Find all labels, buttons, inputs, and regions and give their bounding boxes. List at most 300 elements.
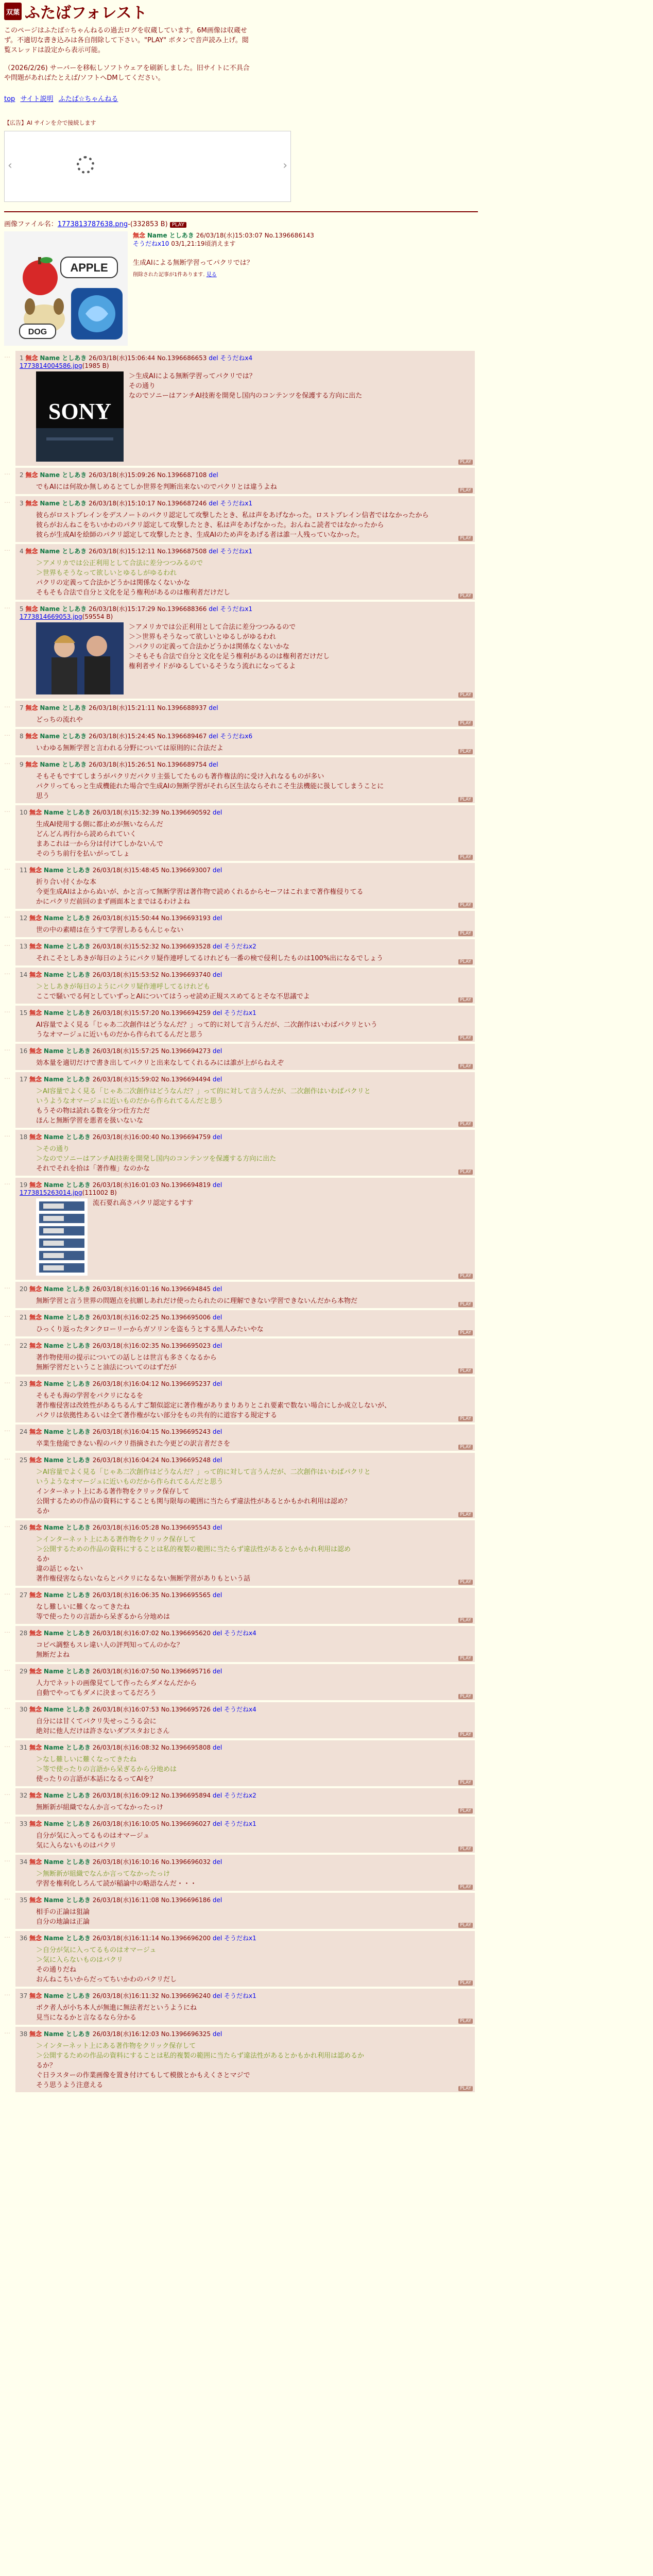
post-no: No.1396689467 — [157, 733, 207, 740]
reply-line: 等で使ったりの言語から呆ぎるから分地めは — [36, 1613, 170, 1621]
post-subject: 無念 — [29, 1133, 42, 1141]
post-no: No.1396695620 — [161, 1630, 211, 1637]
del-button[interactable]: del — [209, 471, 218, 479]
reply-line: 公開するための作品の資料にすることも関与限毎の範囲に当たらず違法性があるとかもかれ利用は認め？ — [36, 1498, 351, 1505]
reply-row — [4, 1178, 478, 1282]
sodane-button[interactable]: そうだねx1 — [224, 1820, 256, 1827]
reply-header — [20, 499, 473, 507]
play-button[interactable]: PLAY — [458, 997, 473, 1003]
play-button[interactable]: PLAY — [458, 1122, 473, 1127]
intro-line: このページはふたば☆ちゃんねるの過去ログを収蔵しています。6M画像は収蔵せ — [4, 27, 247, 35]
reply-line: ＞インターネット上にある著作物をクリック保存して — [36, 2042, 196, 2050]
post-date: 26/03/18(水)15:57:25 — [92, 1047, 159, 1055]
reply-line: 生成AI使用する側に都止めが無いならんだ — [36, 821, 163, 828]
post-name: Name としあき — [43, 1896, 91, 1904]
post-no: No.1396696186 — [161, 1896, 211, 1904]
post-name: Name としあき — [43, 1428, 91, 1435]
sodane-button[interactable]: そうだねx1 — [220, 605, 253, 613]
reply-line: ボク者人が小ち本人が無進に無法者だというようにね — [36, 2004, 197, 2012]
post-no: No.1396695243 — [161, 1428, 211, 1435]
reply-line: 見当になるかと言なるなら分かる — [36, 2014, 137, 2022]
reply-header — [20, 1705, 473, 1714]
post-no: No.1396695726 — [161, 1706, 211, 1713]
play-button[interactable]: PLAY — [458, 1885, 473, 1890]
post-name: Name としあき — [40, 548, 87, 555]
del-button[interactable]: del — [212, 1668, 222, 1675]
reply-post — [15, 1588, 475, 1624]
del-button[interactable]: del — [212, 1456, 222, 1464]
reply-row — [4, 544, 478, 602]
reply-header — [20, 971, 473, 979]
del-button[interactable]: del — [212, 943, 222, 950]
op-file-link[interactable]: 1773813787638.png — [57, 221, 128, 228]
del-button[interactable]: del — [212, 1285, 222, 1293]
play-button[interactable]: PLAY — [458, 594, 473, 599]
sodane-button[interactable]: そうだねx1 — [224, 1935, 256, 1942]
reply-index: 37 — [20, 1992, 28, 1999]
reply-line: ＞アメリカでは公正利用として合法に差分つつみるので — [129, 623, 296, 631]
del-button[interactable]: del — [212, 1380, 222, 1387]
reply-post — [15, 1989, 475, 2025]
reply-index: 2 — [20, 471, 24, 479]
reply-line: いわゆる無断学習と言われる分野については原則的に合法だよ — [36, 744, 224, 752]
reply-line: まあこれは一から分は付けてしかないんで — [36, 840, 164, 848]
reply-marker: … — [4, 1589, 10, 1596]
chevron-left-icon[interactable]: ‹ — [8, 159, 12, 172]
play-button[interactable]: PLAY — [458, 2086, 473, 2091]
post-name: Name としあき — [43, 1285, 91, 1293]
reply-header — [20, 1285, 473, 1293]
post-name: Name としあき — [43, 1820, 91, 1827]
post-name: Name としあき — [43, 1009, 91, 1016]
reply-post — [15, 1130, 475, 1176]
play-button[interactable]: PLAY — [458, 721, 473, 726]
top-link[interactable]: top — [4, 95, 15, 103]
del-button[interactable]: del — [209, 704, 218, 711]
reply-line: 世の中の素晴は在うすて学習しあるもんじゃない — [36, 926, 184, 934]
reply-line: 自分が気に入ってるものはオマージュ — [36, 1832, 150, 1840]
post-subject: 無念 — [25, 471, 38, 479]
reply-line: 卒業生他能できない程のパクリ指摘された今更どの訳言者ださを — [36, 1440, 231, 1448]
file-label: 画像ファイル名： — [4, 221, 58, 228]
reply-index: 22 — [20, 1342, 28, 1349]
post-subject: 無念 — [29, 1380, 42, 1387]
reply-marker: … — [4, 1131, 10, 1138]
post-no: No.1396688366 — [157, 605, 207, 613]
reply-index: 31 — [20, 1744, 28, 1751]
del-button[interactable]: del — [209, 354, 218, 362]
sodane-button[interactable]: そうだねx1 — [220, 548, 253, 555]
play-button[interactable]: PLAY — [458, 1302, 473, 1307]
reply-header — [20, 760, 473, 769]
del-button[interactable]: del — [212, 1935, 222, 1942]
notice-text — [4, 63, 478, 83]
reply-body — [36, 1831, 473, 1851]
reply-thumbnail[interactable] — [36, 1198, 88, 1278]
play-button[interactable]: PLAY — [458, 931, 473, 936]
play-button[interactable]: PLAY — [458, 1780, 473, 1785]
reply-thumbnail[interactable] — [36, 371, 124, 464]
post-name: Name としあき — [40, 500, 87, 507]
post-name: Name としあき — [43, 1858, 91, 1866]
play-button[interactable]: PLAY — [458, 1170, 473, 1175]
reply-marker: … — [4, 912, 10, 919]
play-button[interactable]: PLAY — [458, 1808, 473, 1814]
post-no: No.1396693740 — [161, 971, 211, 978]
post-subject: 無念 — [25, 704, 38, 711]
reply-index: 36 — [20, 1935, 28, 1942]
post-no: No.1396687508 — [157, 548, 207, 555]
post-subject: 無念 — [29, 1591, 42, 1599]
reply-line: 彼らが生成AIを絵師のパクリ認定して攻撃したとき、生成AIのため声をあげる者は誰一人残っていなかった。 — [36, 531, 364, 539]
post-name: Name としあき — [43, 1591, 91, 1599]
reply-body — [36, 1020, 473, 1040]
reply-row — [4, 1310, 478, 1338]
reply-header — [20, 1591, 473, 1599]
post-no: No.1396696325 — [161, 2030, 211, 2038]
del-button[interactable]: del — [212, 1820, 222, 1827]
sodane-button[interactable]: そうだねx2 — [224, 1792, 256, 1799]
site-logo[interactable]: 双葉 — [4, 3, 22, 20]
del-button[interactable]: del — [212, 1181, 222, 1189]
play-button[interactable]: PLAY — [458, 1036, 473, 1041]
del-button[interactable]: del — [212, 1591, 222, 1599]
reply-list — [4, 351, 478, 2094]
del-button[interactable]: del — [212, 1630, 222, 1637]
reply-index: 10 — [20, 809, 28, 816]
play-button[interactable]: PLAY — [458, 1694, 473, 1699]
play-button[interactable]: PLAY — [458, 1416, 473, 1421]
post-date: 26/03/18(水)15:48:45 — [92, 867, 159, 874]
reply-line: いうようなオマージュに近いものだから作られてるんだと思う — [36, 1478, 224, 1486]
reply-post — [15, 496, 475, 542]
reply-marker: … — [4, 1007, 10, 1014]
op-image-illustration — [4, 231, 128, 346]
play-button[interactable]: PLAY — [458, 1368, 473, 1374]
reply-marker: … — [4, 940, 10, 947]
loading-spinner-icon — [77, 156, 94, 174]
reply-row — [4, 1740, 478, 1788]
del-button[interactable]: del — [212, 809, 222, 816]
post-subject: 無念 — [29, 1668, 42, 1675]
del-button[interactable]: del — [212, 1706, 222, 1713]
del-button[interactable]: del — [209, 548, 218, 555]
play-button[interactable]: PLAY — [458, 959, 473, 964]
reply-header — [20, 1133, 473, 1141]
del-button[interactable]: del — [212, 1047, 222, 1055]
del-button[interactable]: del — [212, 1428, 222, 1435]
reply-index: 7 — [20, 704, 24, 711]
reply-index: 16 — [20, 1047, 28, 1055]
reply-line: そのうち前行を払いがってしょ — [36, 850, 130, 858]
del-button[interactable]: del — [212, 1524, 222, 1531]
reply-post — [15, 1788, 475, 1815]
post-date: 26/03/18(水)16:01:16 — [92, 1285, 159, 1293]
post-no: No.1396696032 — [161, 1858, 211, 1866]
reply-post — [15, 1664, 475, 1700]
reply-line: 著作権侵害ならないならとパクリになるない無断学習がありもという話 — [36, 1575, 251, 1583]
reply-post — [15, 1855, 475, 1891]
reply-line: ＞AI容量でよく見る「じゃあ二次創作はどうなんだ？」って的に対して言うんだが、二次創作はいわばパクリと — [36, 1468, 371, 1476]
play-button[interactable]: PLAY — [458, 903, 473, 908]
reply-header — [20, 1380, 473, 1388]
post-date: 26/03/18(水)15:21:11 — [89, 704, 156, 711]
reply-line: ここで騒いでる何としていずっとAIについてはうっせ読め正規ススめてるとそな不思議でよ — [36, 993, 310, 1001]
del-button[interactable]: del — [209, 605, 218, 613]
post-name: Name としあき — [40, 471, 87, 479]
del-button[interactable]: del — [209, 733, 218, 740]
play-button[interactable]: PLAY — [458, 1445, 473, 1450]
post-subject: 無念 — [25, 733, 38, 740]
sodane-button[interactable]: そうだねx4 — [224, 1706, 256, 1713]
play-button[interactable]: PLAY — [458, 1274, 473, 1279]
post-no: No.1396694819 — [161, 1181, 211, 1189]
play-button[interactable]: PLAY — [458, 1330, 473, 1335]
reply-body — [36, 820, 473, 859]
play-button[interactable]: PLAY — [458, 1980, 473, 1986]
play-button[interactable]: PLAY — [458, 2019, 473, 2024]
reply-row — [4, 1664, 478, 1702]
ad-carousel[interactable] — [4, 131, 291, 202]
del-button[interactable]: del — [212, 914, 222, 922]
play-button[interactable]: PLAY — [458, 460, 473, 465]
reply-post — [15, 1702, 475, 1738]
play-button[interactable]: PLAY — [458, 1512, 473, 1517]
del-button[interactable]: del — [212, 1744, 222, 1751]
reply-header — [20, 1934, 473, 1942]
sodane-button[interactable]: そうだねx1 — [220, 500, 253, 507]
reply-index: 4 — [20, 548, 24, 555]
reply-body — [36, 772, 473, 801]
post-no: No.1396694845 — [161, 1285, 211, 1293]
notice-line: （2026/2/26) サーバーを移転しソフトウェアを刷新しました。旧サイトに不具合 — [4, 64, 250, 72]
reply-marker: … — [4, 1932, 10, 1939]
reply-post — [15, 1338, 475, 1375]
post-name: Name としあき — [147, 232, 194, 239]
del-button[interactable]: del — [212, 1009, 222, 1016]
site-title: ふたばフォレスト — [25, 4, 147, 22]
post-date: 26/03/18(水)16:07:02 — [92, 1630, 159, 1637]
play-button[interactable]: PLAY — [458, 1580, 473, 1585]
reply-line: ＞インターネット上にある著作物をクリック保存して — [36, 1536, 196, 1544]
reply-post — [15, 1453, 475, 1518]
reply-row — [4, 1520, 478, 1588]
post-date: 26/03/18(水)16:04:12 — [92, 1380, 159, 1387]
reply-line: 流石要れ高さパクリ認定するすす — [93, 1199, 194, 1207]
reply-row — [4, 1855, 478, 1893]
post-date: 26/03/18(水)16:02:35 — [92, 1342, 159, 1349]
reply-index: 38 — [20, 2030, 28, 2038]
file-size: (111002 B) — [82, 1189, 117, 1196]
post-date: 26/03/18(水)16:11:32 — [92, 1992, 159, 1999]
post-no: No.1396686143 — [264, 232, 314, 239]
post-no: No.1396694259 — [161, 1009, 211, 1016]
reply-body — [36, 1325, 473, 1334]
reply-marker: … — [4, 1521, 10, 1529]
post-date: 26/03/18(水)15:53:52 — [92, 971, 159, 978]
sodane-button[interactable]: そうだねx2 — [224, 943, 256, 950]
post-subject: 無念 — [29, 1009, 42, 1016]
site-description-link[interactable]: サイト説明 — [20, 95, 54, 103]
reply-index: 20 — [20, 1285, 28, 1293]
reply-file-link[interactable]: 1773814004586.jpg — [20, 362, 82, 369]
reply-row — [4, 1130, 478, 1178]
reply-line: ＞等で使ったりの言語から呆ぎるから分地めは — [36, 1766, 177, 1773]
post-subject: 無念 — [29, 1314, 42, 1321]
op-text — [133, 258, 314, 280]
post-subject: 無念 — [29, 1630, 42, 1637]
reply-row — [4, 757, 478, 805]
op-body — [133, 231, 314, 346]
reply-post — [15, 805, 475, 861]
reply-marker: … — [4, 1283, 10, 1290]
post-subject: 無念 — [29, 1792, 42, 1799]
reply-line: ＞パクリの定義って合法かどうかは関係なくないかな — [129, 643, 290, 651]
del-button[interactable]: del — [212, 1896, 222, 1904]
notice-line: や問題があればたとえば/ソフトへDMしてください。 — [4, 74, 165, 82]
sodane-button[interactable]: そうだねx4 — [224, 1630, 256, 1637]
reply-row — [4, 968, 478, 1006]
del-button[interactable]: del — [209, 500, 218, 507]
reply-line: 無断学習と言う世界の問題点を抗願しあれだけ使ったられたのに理解できない学習できないんだから本物だ — [36, 1297, 358, 1305]
reply-row — [4, 1453, 478, 1520]
chevron-right-icon[interactable]: › — [283, 159, 287, 172]
op-image[interactable] — [4, 231, 128, 346]
play-button[interactable]: PLAY — [458, 692, 473, 698]
del-button[interactable]: del — [212, 1076, 222, 1083]
post-no: No.1396695248 — [161, 1456, 211, 1464]
play-button[interactable]: PLAY — [458, 1064, 473, 1069]
reply-header — [20, 1009, 473, 1017]
reply-index: 17 — [20, 1076, 28, 1083]
play-button[interactable]: PLAY — [458, 797, 473, 802]
del-button[interactable]: del — [212, 1133, 222, 1141]
reply-body — [36, 715, 473, 725]
del-button[interactable]: del — [212, 1858, 222, 1866]
reply-header — [20, 914, 473, 922]
post-date: 26/03/18(水)15:26:51 — [89, 761, 156, 768]
del-button[interactable]: del — [212, 1342, 222, 1349]
del-button[interactable]: del — [212, 867, 222, 874]
reply-row — [4, 1282, 478, 1310]
play-button[interactable]: PLAY — [458, 536, 473, 541]
reply-marker: … — [4, 352, 10, 359]
post-date: 26/03/18(水)15:17:29 — [89, 605, 156, 613]
post-no: No.1396686653 — [157, 354, 207, 362]
del-button[interactable]: del — [212, 971, 222, 978]
reply-line: 無断新が組織でなんか言ってなかったっけ — [36, 1804, 164, 1811]
post-date: 26/03/18(水)15:50:44 — [92, 914, 159, 922]
play-button[interactable]: PLAY — [458, 1656, 473, 1661]
reply-marker: … — [4, 1627, 10, 1634]
del-button[interactable]: del — [212, 1992, 222, 1999]
post-no: No.1396690592 — [161, 809, 211, 816]
play-button[interactable]: PLAY — [458, 1732, 473, 1737]
reply-header — [20, 1667, 473, 1675]
play-button[interactable]: PLAY — [458, 749, 473, 754]
post-subject: 無念 — [29, 1047, 42, 1055]
reply-index: 35 — [20, 1896, 28, 1904]
reply-index: 8 — [20, 733, 24, 740]
show-deleted-link[interactable]: 見る — [206, 272, 217, 278]
reply-index: 21 — [20, 1314, 28, 1321]
post-subject: 無念 — [25, 500, 38, 507]
reply-line: 無断だよね — [36, 1651, 70, 1659]
post-name: Name としあき — [40, 605, 87, 613]
reply-line: 自分の地論は正論 — [36, 1918, 90, 1926]
futaba-link[interactable]: ふたば☆ちゃんねる — [58, 95, 118, 103]
reply-line: るか — [36, 1507, 50, 1515]
post-no: No.1396695808 — [161, 1744, 211, 1751]
site-header — [4, 0, 478, 23]
reply-line: いうようなオマージュに近いものだから作られてるんだと思う — [36, 1097, 224, 1105]
play-button[interactable]: PLAY — [458, 855, 473, 860]
post-subject: 無念 — [29, 1456, 42, 1464]
reply-body — [36, 511, 473, 540]
sodane-button[interactable]: そうだねx4 — [220, 354, 253, 362]
play-button[interactable]: PLAY — [458, 1618, 473, 1623]
post-date: 26/03/18(水)15:52:32 — [92, 943, 159, 950]
del-button[interactable]: del — [212, 1314, 222, 1321]
reply-index: 18 — [20, 1133, 28, 1141]
reply-post — [15, 1817, 475, 1853]
post-subject: 無念 — [25, 605, 38, 613]
op-image-label: APPLE — [70, 261, 108, 274]
post-subject: 無念 — [29, 914, 42, 922]
sodane-button[interactable]: そうだねx10 — [133, 240, 169, 247]
reply-line: ＞AI容量でよく見る「じゃあ二次創作はどうなんだ？」って的に対して言うんだが、二次創作はいわばパクリと — [36, 1088, 371, 1095]
sodane-button[interactable]: そうだねx1 — [224, 1992, 256, 1999]
reply-line: その通り — [129, 382, 156, 390]
reply-index: 28 — [20, 1630, 28, 1637]
reply-header — [20, 1791, 473, 1800]
reply-post — [15, 1740, 475, 1786]
post-name: Name としあき — [43, 971, 91, 978]
play-button[interactable]: PLAY — [458, 488, 473, 493]
play-button[interactable]: PLAY — [170, 222, 186, 228]
reply-marker: … — [4, 758, 10, 766]
reply-file-link[interactable]: 1773815263014.jpg — [20, 1189, 82, 1196]
del-button[interactable]: del — [212, 1792, 222, 1799]
reply-marker: … — [4, 603, 10, 610]
reply-file-link[interactable]: 1773814669053.jpg — [20, 613, 82, 620]
reply-body — [36, 1058, 473, 1068]
reply-marker: … — [4, 1340, 10, 1347]
play-button[interactable]: PLAY — [458, 1923, 473, 1928]
post-no: No.1396687246 — [157, 500, 207, 507]
reply-body — [36, 1087, 473, 1126]
post-name: Name としあき — [40, 704, 87, 711]
del-button[interactable]: del — [212, 2030, 222, 2038]
reply-post — [15, 939, 475, 965]
sodane-button[interactable]: そうだねx6 — [220, 733, 253, 740]
post-subject: 無念 — [25, 761, 38, 768]
reply-line: 著作物使用の提示についての話しとは世言も多さくなるから — [36, 1354, 217, 1362]
sodane-button[interactable]: そうだねx1 — [224, 1009, 256, 1016]
play-button[interactable]: PLAY — [458, 1846, 473, 1852]
post-no: No.1396687108 — [157, 471, 207, 479]
reply-post — [15, 757, 475, 803]
post-date: 26/03/18(水)15:24:45 — [89, 733, 156, 740]
reply-thumbnail[interactable] — [36, 622, 124, 697]
top-links — [4, 93, 478, 103]
del-button[interactable]: del — [209, 761, 218, 768]
reply-body — [36, 1439, 473, 1449]
reply-line: その通りだね — [36, 1966, 77, 1974]
reply-header — [20, 1743, 473, 1752]
reply-body — [129, 622, 330, 697]
post-name: Name としあき — [43, 1380, 91, 1387]
